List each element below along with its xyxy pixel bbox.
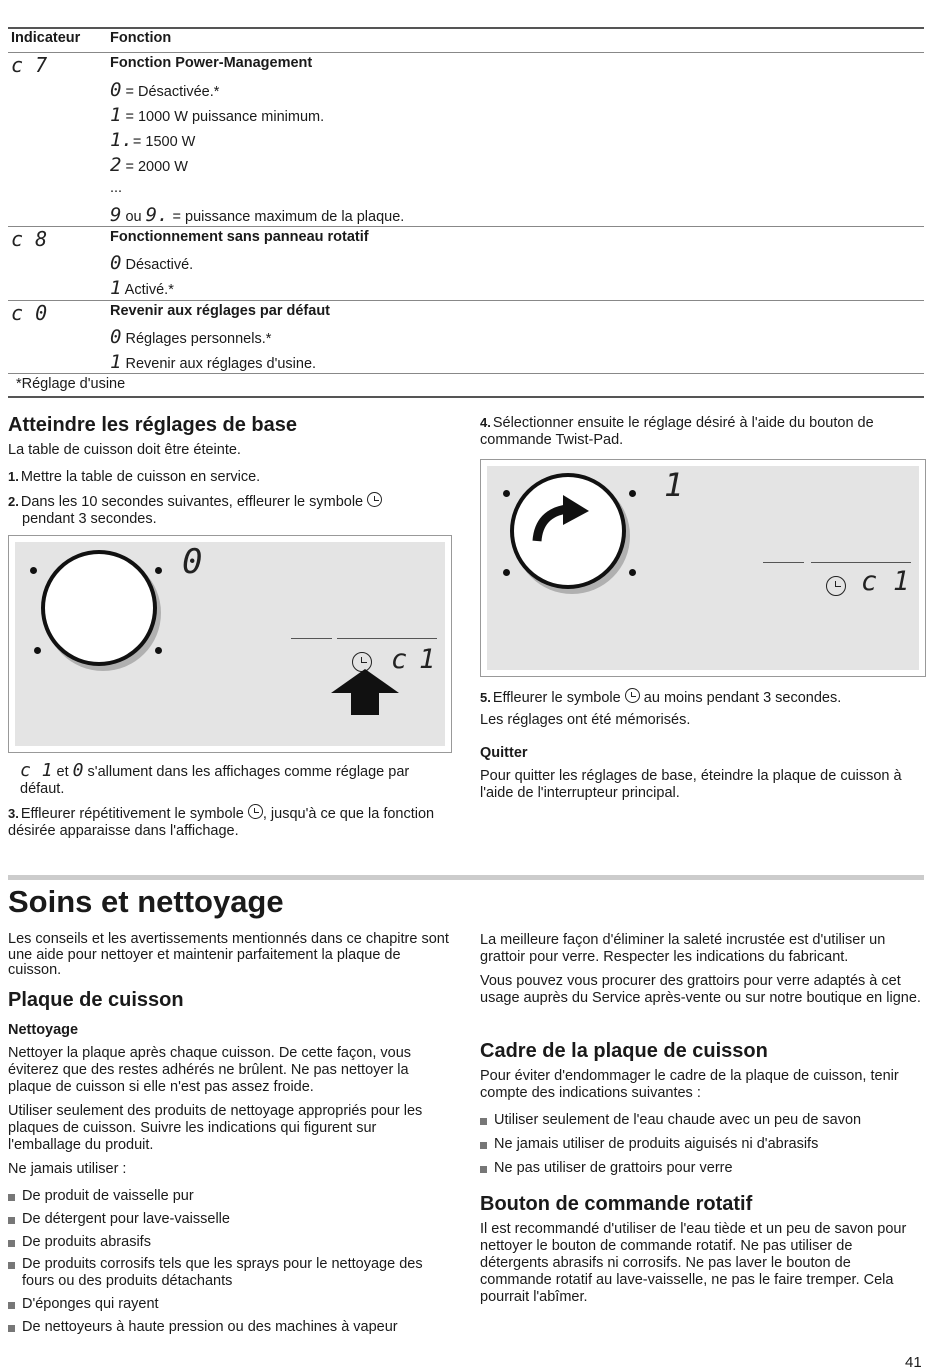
care-intro: Les conseils et les avertissements mentionnés dans ce chapitre sont une aide pour nettoyer et maintenir parfaitement la plaque de cuisson. — [8, 931, 449, 978]
care-heading: Soins et nettoyage — [8, 884, 284, 919]
list-item: Ne pas utiliser de grattoirs pour verre — [480, 1160, 922, 1177]
list-item: Utiliser seulement de l'eau chaude avec un peu de savon — [480, 1112, 922, 1129]
c7-line-0: 0 = Désactivée.* — [110, 79, 220, 101]
clock-icon — [248, 804, 263, 819]
setting-display-1: 1 — [893, 566, 910, 597]
rotate-arrow-icon — [531, 495, 591, 545]
list-item: De produits abrasifs — [8, 1234, 450, 1251]
power-level-display: 0 — [182, 542, 203, 582]
quit-text: Pour quitter les réglages de base, éteindre la plaque de cuisson à l'aide de l'interrupteur principal. — [480, 768, 902, 801]
basic-intro: La table de cuisson doit être éteinte. — [8, 442, 241, 458]
table-top-rule — [8, 27, 924, 29]
c7-line-4: ... — [110, 180, 123, 196]
step-4: 4. Sélectionner ensuite le réglage désiré à l'aide du bouton de commande Twist-Pad. — [480, 415, 874, 448]
c0-line-0: 0 Réglages personnels.* — [110, 326, 272, 348]
step-1: 1. Mettre la table de cuisson en service. — [8, 469, 261, 485]
knob-dot — [503, 569, 510, 576]
cooktop-panel-2 — [480, 459, 926, 677]
cleaning-p2: Utiliser seulement des produits de nettoyage appropriés pour les plaques de cuisson. Suivre les indications qui figurent sur l'emballage du produit. — [8, 1103, 423, 1153]
scraper-p1: La meilleure façon d'éliminer la saleté incrustée est d'utiliser un grattoir pour verre. Respecter les indications du fabricant. — [480, 932, 886, 965]
arrow-up-icon — [331, 669, 399, 715]
table-header-indicator: Indicateur — [11, 30, 81, 46]
knob-dot — [629, 569, 636, 576]
step-3: 3. Effleurer répétitivement le symbole , jusqu'à ce que la fonction désirée apparaisse dans l'affichage. — [8, 806, 435, 839]
table-header-function: Fonction — [110, 30, 172, 46]
c7-line-2: 1.= 1500 W — [110, 129, 196, 151]
c0-line-1: 1 Revenir aux réglages d'usine. — [110, 351, 317, 373]
c0-title: Revenir aux réglages par défaut — [110, 303, 330, 319]
section-divider — [8, 875, 924, 880]
list-item: Ne jamais utiliser de produits aiguisés ni d'abrasifs — [480, 1136, 922, 1153]
table-header-rule — [8, 52, 924, 53]
clock-icon — [826, 576, 846, 596]
clock-icon — [367, 492, 382, 507]
clock-icon — [625, 688, 640, 703]
table-row-rule-c8 — [8, 226, 924, 227]
c8-title: Fonctionnement sans panneau rotatif — [110, 229, 369, 245]
cleaning-p1: Nettoyer la plaque après chaque cuisson. De cette façon, vous éviterez que des restes adhérés ne brûlent. Ne pas nettoyer la plaque de cuisson si elle n'est pas assez froide. — [8, 1045, 412, 1095]
knob-dot — [34, 647, 41, 654]
settings-saved: Les réglages ont été mémorisés. — [480, 712, 691, 728]
never-use: Ne jamais utiliser : — [8, 1161, 127, 1177]
knob-dot — [155, 647, 162, 654]
never-use-list — [8, 1188, 450, 1336]
list-item: De détergent pour lave-vaisselle — [8, 1211, 450, 1228]
knob-heading: Bouton de commande rotatif — [480, 1193, 753, 1215]
list-item: De produit de vaisselle pur — [8, 1188, 450, 1205]
page-number: 41 — [905, 1354, 922, 1371]
knob-text: Il est recommandé d'utiliser de l'eau tiède et un peu de savon pour nettoyer le bouton de commande rotatif. Ne pas utiliser de détergents abrasifs ni corrosifs. Ne pas laver le bouton de commande rotatif au lave-vaisselle, ne pas le faire tremper. Cela pourrait l'abîmer. — [480, 1221, 907, 1305]
after-panel-text: c 1 et 0 s'allument dans les affichages comme réglage par défaut. — [20, 760, 410, 797]
setting-display-c: c — [861, 566, 878, 597]
list-item: D'éponges qui rayent — [8, 1296, 450, 1313]
knob-dot — [30, 567, 37, 574]
c7-line-3: 2 = 2000 W — [110, 154, 188, 176]
list-item: De produits corrosifs tels que les sprays pour le nettoyage des fours ou des produits détachants — [8, 1256, 450, 1290]
power-level-display: 1 — [664, 466, 684, 504]
knob-dot — [503, 490, 510, 497]
frame-intro: Pour éviter d'endommager le cadre de la plaque de cuisson, tenir compte des indications suivantes : — [480, 1068, 899, 1101]
c7-line-1: 1 = 1000 W puissance minimum. — [110, 104, 325, 126]
c7-line-5: 9 ou 9. = puissance maximum de la plaque. — [110, 204, 405, 226]
c7-title: Fonction Power-Management — [110, 55, 313, 71]
setting-display-1: 1 — [419, 644, 436, 675]
twist-pad-knob — [41, 550, 157, 666]
knob-dot — [629, 490, 636, 497]
scraper-p2: Vous pouvez vous procurer des grattoirs pour verre adaptés à cet usage auprès du Service après-vente ou sur notre boutique en ligne. — [480, 973, 921, 1006]
basic-settings-heading: Atteindre les réglages de base — [8, 414, 298, 436]
plate-heading: Plaque de cuisson — [8, 989, 184, 1011]
indicator-c8: c 8 — [11, 227, 48, 251]
setting-display-c: c — [391, 644, 408, 675]
indicator-c7: c 7 — [11, 53, 48, 77]
cooktop-panel-1 — [8, 535, 452, 753]
cleaning-heading: Nettoyage — [8, 1022, 79, 1038]
step-2: 2. Dans les 10 secondes suivantes, effleurer le symbole pendant 3 secondes. — [8, 492, 448, 528]
table-footnote: *Réglage d'usine — [16, 376, 126, 392]
list-item: De nettoyeurs à haute pression ou des machines à vapeur — [8, 1319, 450, 1336]
table-bottom-rule — [8, 396, 924, 398]
c8-line-1: 1 Activé.* — [110, 277, 174, 299]
c8-line-0: 0 Désactivé. — [110, 252, 194, 274]
step-5: 5. Effleurer le symbole au moins pendant 3 secondes. — [480, 690, 842, 706]
indicator-c0: c 0 — [11, 301, 48, 325]
frame-heading: Cadre de la plaque de cuisson — [480, 1040, 768, 1062]
knob-dot — [155, 567, 162, 574]
table-row-rule-c0 — [8, 300, 924, 301]
table-footnote-rule — [8, 373, 924, 374]
quit-heading: Quitter — [480, 745, 528, 761]
frame-list — [480, 1112, 922, 1177]
